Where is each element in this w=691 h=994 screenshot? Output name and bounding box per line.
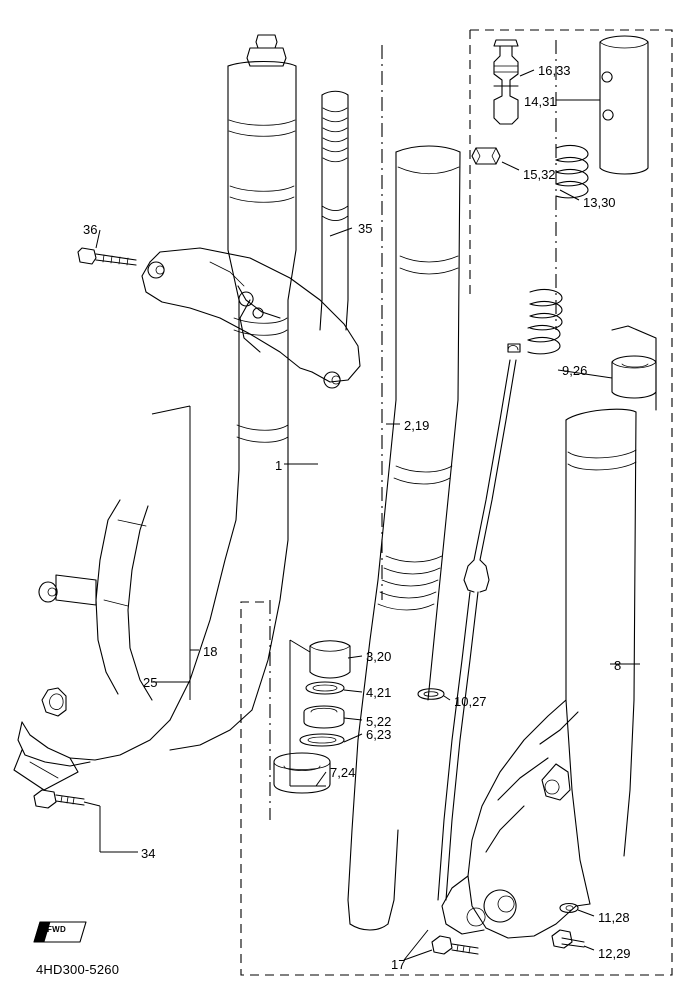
callout-18: 18 — [203, 644, 218, 659]
callout-10-27: 10,27 — [454, 694, 487, 709]
fwd-label: FWD — [47, 925, 67, 934]
part-1-2-19-fork-tube — [348, 146, 460, 930]
callout-34: 34 — [141, 846, 156, 861]
callout-6-23: 6,23 — [366, 727, 392, 742]
part-9-26-collar — [612, 356, 656, 398]
part-17-bolt — [432, 936, 478, 954]
callout-3-20: 3,20 — [366, 649, 392, 664]
callout-14-31: 14,31 — [524, 94, 557, 109]
leader-lines — [84, 70, 640, 960]
callout-13-30: 13,30 — [583, 195, 616, 210]
callout-15-32: 15,32 — [523, 167, 556, 182]
callout-12-29: 12,29 — [598, 946, 631, 961]
part-15-32-nut — [472, 148, 500, 164]
callout-2-19: 2,19 — [404, 418, 430, 433]
callout-8: 8 — [614, 658, 622, 673]
callout-9-26: 9,26 — [562, 363, 588, 378]
callout-36: 36 — [83, 222, 98, 237]
part-14-31-cap-tube — [600, 36, 648, 174]
part-number-label: 4HD300-5260 — [36, 962, 120, 977]
callout-11-28: 11,28 — [598, 910, 630, 925]
part-35-inner-tube — [320, 91, 348, 330]
triple-clamp — [142, 248, 360, 388]
callout-16-33: 16,33 — [538, 63, 571, 78]
part-8-outer-tube — [442, 326, 656, 938]
part-10-27-damper-rod — [418, 344, 520, 900]
callout-1: 1 — [275, 458, 283, 473]
callout-4-21: 4,21 — [366, 685, 392, 700]
callout-7-24: 7,24 — [330, 765, 356, 780]
callout-17: 17 — [391, 957, 406, 972]
part-34-bolt — [34, 790, 84, 808]
part-36-bolt — [78, 248, 136, 265]
callout-5-22: 5,22 — [366, 714, 392, 729]
part-16-33-bolt — [494, 40, 518, 124]
callout-25: 25 — [143, 675, 158, 690]
callout-35: 35 — [358, 221, 373, 236]
